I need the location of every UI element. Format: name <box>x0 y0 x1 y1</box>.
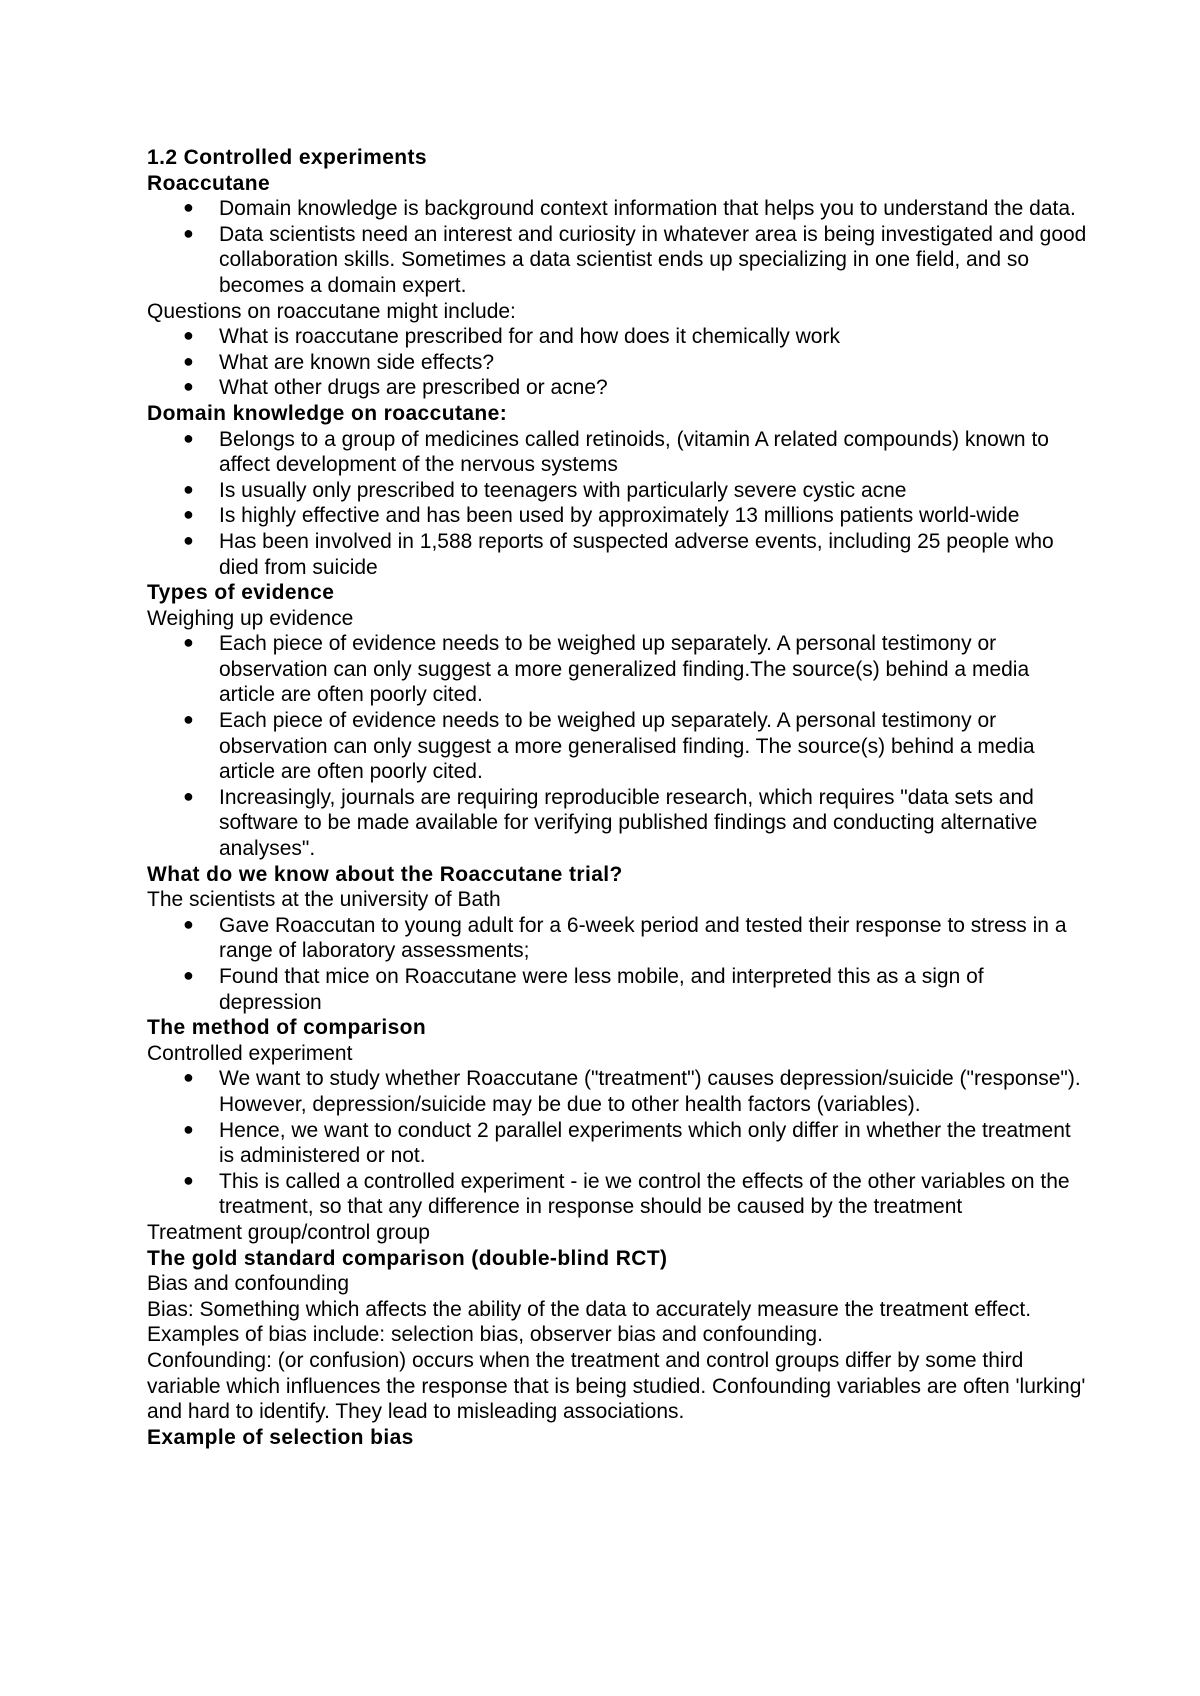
list-item: ● Domain knowledge is background context information that helps you to understand the data. <box>183 197 1076 221</box>
heading-types-of-evidence: Types of evidence <box>147 581 335 605</box>
paragraph-controlled: Controlled experiment <box>147 1041 353 1065</box>
bullet-icon: ● <box>183 965 194 985</box>
list-item: ● Found that mice on Roaccutane were less mobile, and interpreted this as a sign of depression <box>183 965 984 1014</box>
bullet-icon: ● <box>183 632 194 653</box>
list-item: ● What other drugs are prescribed or acne? <box>183 376 608 400</box>
bullet-icon: ● <box>183 325 194 346</box>
paragraph-groups: Treatment group/control group <box>147 1220 430 1244</box>
bullet-icon: ● <box>183 1118 194 1139</box>
heading-roaccutane: Roaccutane <box>147 171 271 195</box>
list-item: ● Belongs to a group of medicines called retinoids, (vitamin A related compounds) known to affect development of the nervous systems <box>183 427 1049 477</box>
bullet-icon: ● <box>183 709 194 730</box>
paragraph-questions: Questions on roaccutane might include: <box>147 299 516 323</box>
paragraph-confounding: Confounding: (or confusion) occurs when the treatment and control groups differ by some third variable which influences the response that is being studied. Confounding variables are often 'lurking' and hard to identify. They lead to misleading associations. <box>147 1348 1092 1424</box>
list-item: ● This is called a controlled experiment - ie we control the effects of the other variables on the treatment, so that any difference in response should be caused by the treatment <box>183 1169 1070 1219</box>
list-item: ● Each piece of evidence needs to be weighed up separately. A personal testimony or observation can only suggest a more generalized finding.The source(s) behind a media article are often poorly cited. <box>183 632 1030 707</box>
heading-gold-standard: The gold standard comparison (double-blind RCT) <box>147 1246 668 1270</box>
bullet-list-trial <box>147 913 1087 1015</box>
bullet-list-method <box>147 1066 1087 1220</box>
section-title: 1.2 Controlled experiments <box>147 146 427 169</box>
bullet-icon: ● <box>183 376 194 397</box>
bullet-list-evidence <box>147 631 1087 861</box>
document-page <box>147 145 1092 1450</box>
list-item: ● Is usually only prescribed to teenagers with particularly severe cystic acne <box>183 478 907 502</box>
bullet-list-domain <box>147 196 1087 298</box>
paragraph-weighing: Weighing up evidence <box>147 606 354 630</box>
bullet-icon: ● <box>183 427 194 448</box>
bullet-icon: ● <box>183 222 194 243</box>
paragraph-bias: Bias: Something which affects the ability of the data to accurately measure the treatment effect. Examples of bias include: selection bias, observer bias and confounding. <box>147 1297 1037 1347</box>
bullet-icon: ● <box>183 504 194 525</box>
list-item: ● Data scientists need an interest and curiosity in whatever area is being investigated and good collaboration skills. Sometimes a data scientist ends up specializing in one field, and so becomes a domain expert. <box>183 222 1087 297</box>
list-item: ● Increasingly, journals are requiring reproducible research, which requires "data sets and software to be made available for verifying published findings and conducting alternative analyses". <box>183 785 1038 861</box>
list-item: ● What are known side effects? <box>183 350 495 374</box>
paragraph-bias-confounding: Bias and confounding <box>147 1272 349 1296</box>
bullet-icon: ● <box>183 478 194 499</box>
list-item: ● Gave Roaccutan to young adult for a 6-week period and tested their response to stress in a range of laboratory assessments; <box>183 913 1067 963</box>
heading-selection-bias: Example of selection bias <box>147 1425 414 1449</box>
heading-trial: What do we know about the Roaccutane trial? <box>147 862 623 886</box>
heading-method: The method of comparison <box>147 1016 427 1040</box>
bullet-icon: ● <box>183 785 194 806</box>
bullet-icon: ● <box>183 350 194 371</box>
list-item: ● Each piece of evidence needs to be weighed up separately. A personal testimony or observation can only suggest a more generalised finding. The source(s) behind a media article are often poorly cited. <box>183 709 1035 784</box>
list-item: ● What is roaccutane prescribed for and how does it chemically work <box>183 325 840 349</box>
paragraph-bath: The scientists at the university of Bath <box>147 888 501 912</box>
bullet-icon: ● <box>183 913 194 934</box>
list-item: ● Has been involved in 1,588 reports of suspected adverse events, including 25 people who died from suicide <box>183 529 1054 579</box>
list-item: ● Hence, we want to conduct 2 parallel experiments which only differ in whether the treatment is administered or not. <box>183 1118 1071 1168</box>
bullet-icon: ● <box>183 1169 194 1190</box>
bullet-icon: ● <box>183 529 194 550</box>
bullet-list-facts <box>147 427 1087 581</box>
bullet-icon: ● <box>183 197 194 218</box>
bullet-icon: ● <box>183 1067 194 1088</box>
list-item: ● Is highly effective and has been used by approximately 13 millions patients world-wide <box>183 504 1020 528</box>
list-item: ● We want to study whether Roaccutane ("treatment") causes depression/suicide ("response"). However, depression/suicide may be due to other health factors (variables). <box>183 1067 1081 1116</box>
heading-domain-knowledge: Domain knowledge on roaccutane: <box>147 401 508 425</box>
bullet-list-questions <box>147 324 1087 401</box>
